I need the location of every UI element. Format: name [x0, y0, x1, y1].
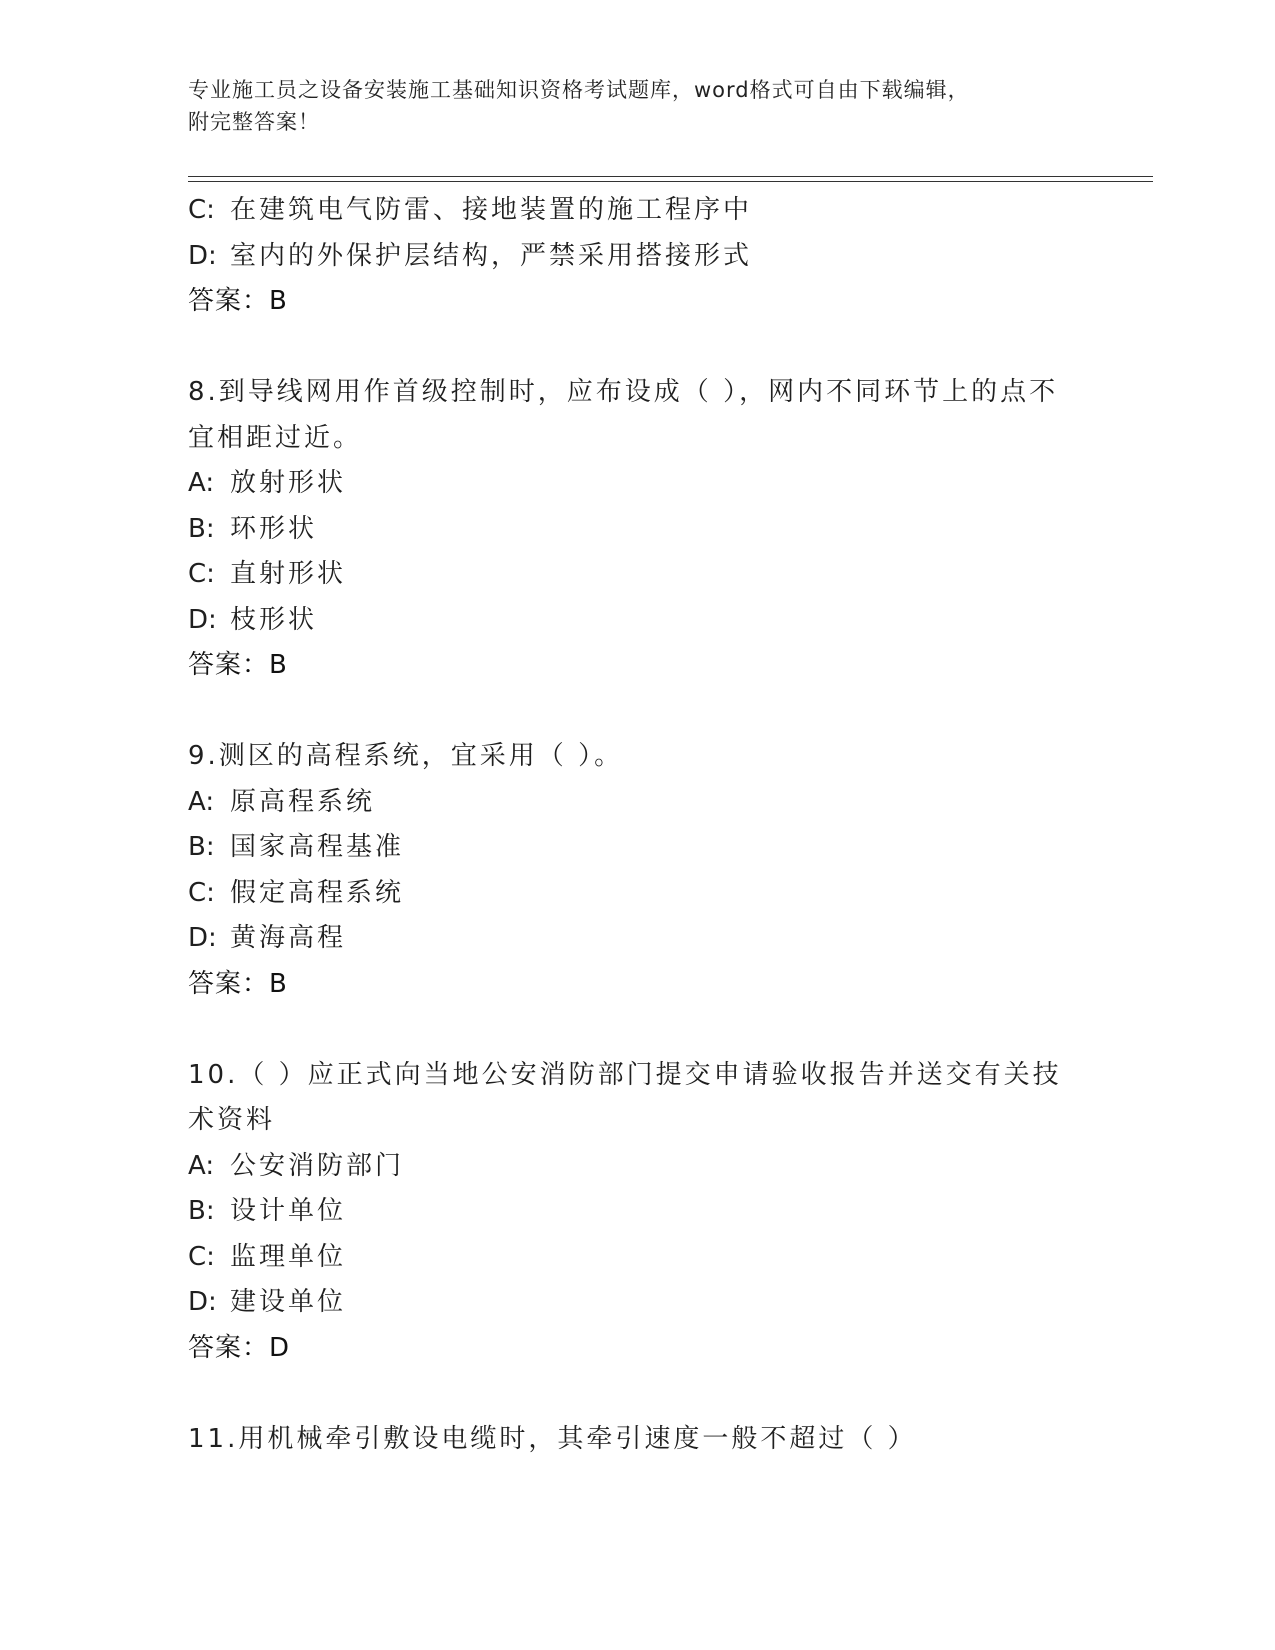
option-text: 直射形状 — [230, 559, 347, 589]
option-c — [188, 1235, 1088, 1281]
option-text: 设计单位 — [230, 1196, 347, 1226]
option-letter: C: — [188, 195, 215, 225]
option-c — [188, 552, 1088, 598]
option-text: 放射形状 — [230, 468, 347, 498]
spacer — [188, 689, 1088, 735]
option-letter: C: — [188, 1241, 215, 1272]
option-text: 黄海高程 — [230, 923, 347, 953]
option-a — [188, 1144, 1088, 1190]
question-stem-cont: 宜相距过近。 — [188, 422, 363, 453]
option-b — [188, 507, 1088, 553]
option-text: 建设单位 — [230, 1287, 347, 1317]
question-11 — [188, 1417, 1088, 1463]
option-letter: C: — [188, 559, 215, 589]
option-a — [188, 461, 1088, 507]
answer-line: 答案：B — [188, 286, 288, 316]
option-d — [188, 1280, 1088, 1326]
prev-question-tail — [188, 188, 1088, 325]
question-stem: 10.（ ）应正式向当地公安消防部门提交申请验收报告并送交有关技 — [188, 1059, 1062, 1090]
question-9 — [188, 734, 1088, 1007]
header-line-1: 专业施工员之设备安装施工基础知识资格考试题库，word格式可自由下载编辑， — [188, 78, 970, 102]
option-text: 假定高程系统 — [230, 877, 405, 908]
option-c — [188, 871, 1088, 917]
header-divider-top — [188, 176, 1153, 177]
option-letter: A: — [188, 786, 215, 817]
option-a — [188, 780, 1088, 826]
option-letter: A: — [188, 468, 215, 498]
option-text: 国家高程基准 — [230, 832, 405, 862]
answer-line: 答案：B — [188, 968, 288, 999]
option-letter: D: — [188, 604, 217, 635]
question-stem: 9.测区的高程系统，宜采用（ ）。 — [188, 741, 624, 771]
option-b — [188, 1189, 1088, 1235]
spacer — [188, 1007, 1088, 1053]
option-letter: B: — [188, 513, 215, 544]
question-10 — [188, 1053, 1088, 1372]
option-letter: B: — [188, 1196, 215, 1226]
question-8 — [188, 370, 1088, 689]
document-header — [188, 74, 1088, 138]
question-stem-cont: 术资料 — [188, 1105, 276, 1135]
option-text: 枝形状 — [230, 604, 318, 635]
option-d — [188, 234, 1088, 280]
option-letter: C: — [188, 877, 215, 908]
option-text: 环形状 — [230, 513, 318, 544]
option-text: 公安消防部门 — [230, 1150, 405, 1181]
option-text: 在建筑电气防雷、接地装置的施工程序中 — [230, 195, 753, 225]
header-line-2: 附完整答案！ — [188, 110, 320, 134]
option-letter: D: — [188, 240, 217, 271]
option-letter: D: — [188, 923, 217, 953]
option-text: 室内的外保护层结构，严禁采用搭接形式 — [230, 240, 753, 271]
header-divider-bottom — [188, 181, 1153, 182]
question-stem: 8.到导线网用作首级控制时，应布设成（ ），网内不同环节上的点不 — [188, 377, 1059, 407]
option-b — [188, 825, 1088, 871]
option-letter: B: — [188, 832, 215, 862]
option-d — [188, 916, 1088, 962]
question-list — [188, 188, 1088, 1462]
option-c — [188, 188, 1088, 234]
question-stem: 11.用机械牵引敷设电缆时，其牵引速度一般不超过（ ） — [188, 1423, 917, 1454]
option-d — [188, 598, 1088, 644]
answer-line: 答案：D — [188, 1332, 291, 1363]
option-letter: A: — [188, 1150, 215, 1181]
option-letter: D: — [188, 1287, 217, 1317]
answer-line: 答案：B — [188, 650, 288, 680]
spacer — [188, 1371, 1088, 1417]
spacer — [188, 325, 1088, 371]
option-text: 监理单位 — [230, 1241, 347, 1272]
option-text: 原高程系统 — [230, 786, 376, 817]
